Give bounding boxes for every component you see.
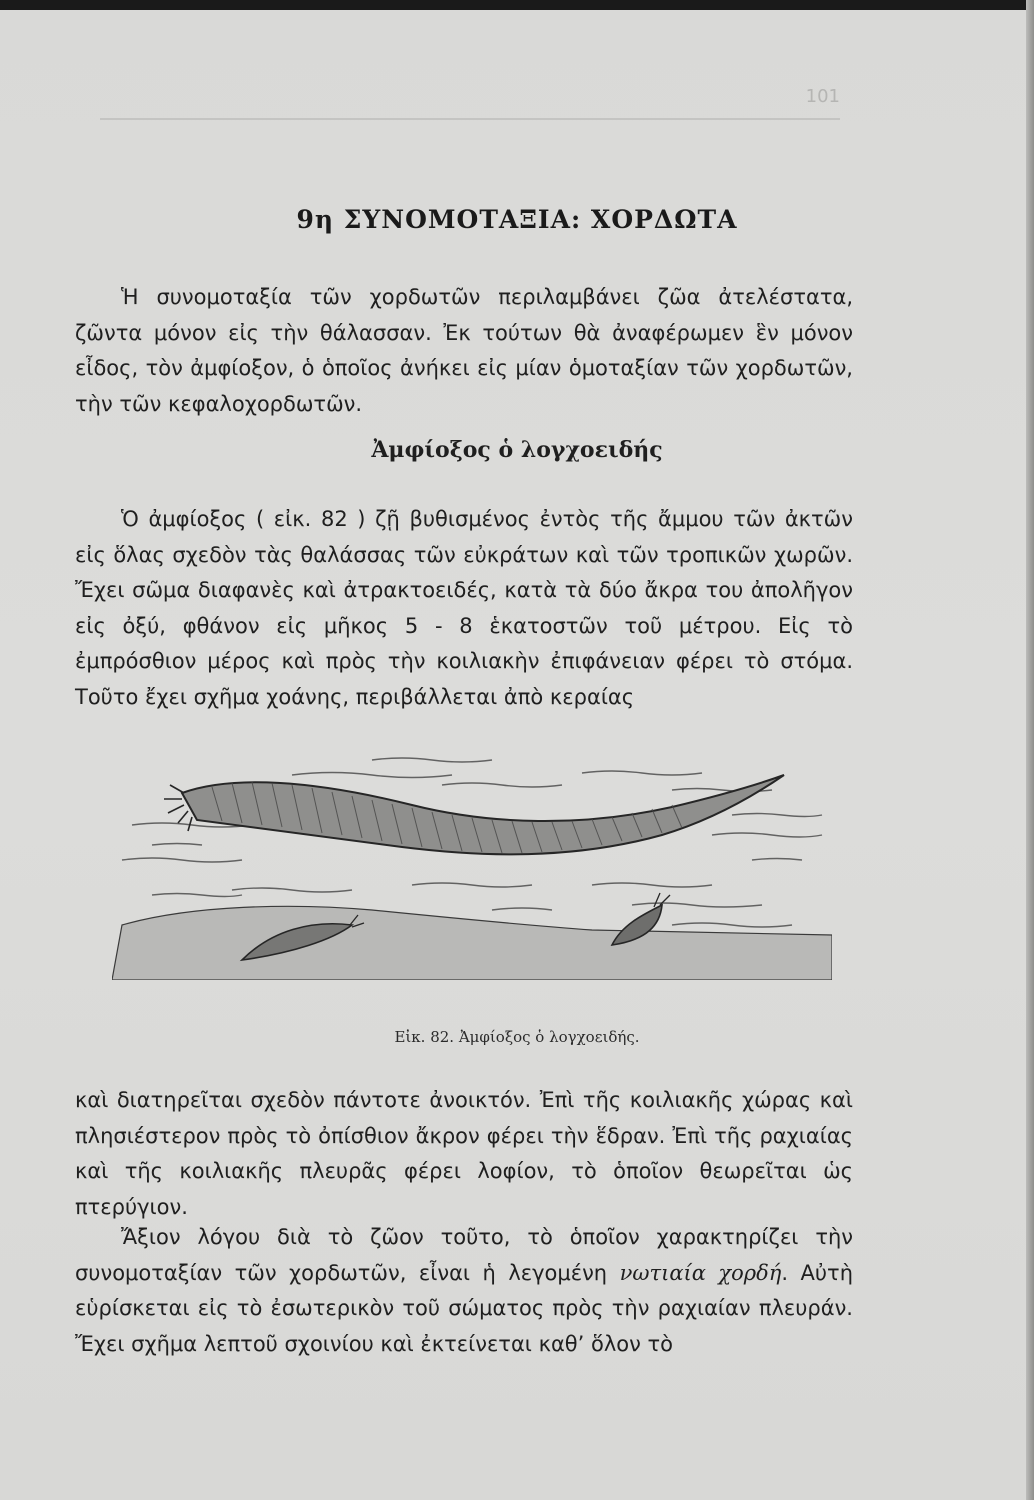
species-subheading: Ἀμφίοξος ὁ λογχοειδής	[371, 437, 663, 463]
intro-paragraph: Ἡ συνομοταξία τῶν χορδωτῶν περιλαμβάνει ζῶα ἀτελέστατα, ζῶντα μόνον εἰς τὴν θάλασσαν. Ἐκ τούτων θὰ ἀναφέρωμεν ἓν μόνον εἶδος, τὸν ἀμφίοξον, ὁ ὁποῖος ἀνήκει εἰς μίαν ὁμοταξίαν τῶν χορδωτῶν, τὴν τῶν κεφαλοχορδωτῶν.	[75, 285, 853, 416]
figure-caption: Εἰκ. 82. Ἀμφίοξος ὁ λογχοειδής.	[394, 1028, 640, 1046]
notochord-term: νωτιαία χορδή	[619, 1260, 782, 1285]
notochord-paragraph	[75, 1220, 853, 1362]
phylum-heading: 9η ΣΥΝΟΜΟΤΑΞΙΑ: ΧΟΡΔΩΤΑ	[296, 205, 738, 234]
continuation-paragraph: καὶ διατηρεῖται σχεδὸν πάντοτε ἀνοικτόν. Ἐπὶ τῆς κοιλιακῆς χώρας καὶ πλησιέστερον πρὸς τὸ ὀπίσθιον ἄκρον φέρει τὴν ἕδραν. Ἐπὶ τῆς ραχιαίας καὶ τῆς κοιλιακῆς πλευρᾶς φέρει λοφίον, τὸ ὁποῖον θεωρεῖται ὡς πτερύγιον.	[75, 1088, 853, 1219]
bleed-through-header	[100, 78, 840, 120]
notochord-text-before: Ἄξιον λόγου διὰ τὸ ζῶον τοῦτο, τὸ ὁποῖον χαρακτηρίζει τὴν συνομοταξίαν τῶν χορδωτῶν, εἶναι ἡ λεγομένη	[75, 1225, 853, 1285]
notochord-text-after: . Αὐτὴ εὑρίσκεται εἰς τὸ ἐσωτερικὸν τοῦ σώματος πρὸς τὴν ραχιαίαν πλευράν. Ἔχει σχῆμα λεπτοῦ σχοινίου καὶ ἐκτείνεται καθ’ ὅλον τὸ	[75, 1260, 854, 1356]
scan-edge-top	[0, 0, 1034, 10]
amphioxus-illustration-icon	[112, 735, 832, 980]
description-paragraph: Ὁ ἀμφίοξος ( εἰκ. 82 ) ζῇ βυθισμένος ἐντὸς τῆς ἄμμου τῶν ἀκτῶν εἰς ὅλας σχεδὸν τὰς θαλάσσας τῶν εὐκράτων καὶ τῶν τροπικῶν χωρῶν. Ἔχει σῶμα διαφανὲς καὶ ἀτρακτοειδές, κατὰ τὰ δύο ἄκρα του ἀπολῆγον εἰς ὀξύ, φθάνον εἰς μῆκος 5 - 8 ἑκατοστῶν τοῦ μέτρου. Εἰς τὸ ἐμπρόσθιον μέρος καὶ πρὸς τὴν κοιλιακὴν ἐπιφάνειαν φέρει τὸ στόμα. Τοῦτο ἔχει σχῆμα χοάνης, περιβάλλεται ἀπὸ κεραίας	[75, 507, 853, 709]
page-number: 101	[805, 86, 840, 107]
amphioxus-figure	[112, 735, 832, 980]
